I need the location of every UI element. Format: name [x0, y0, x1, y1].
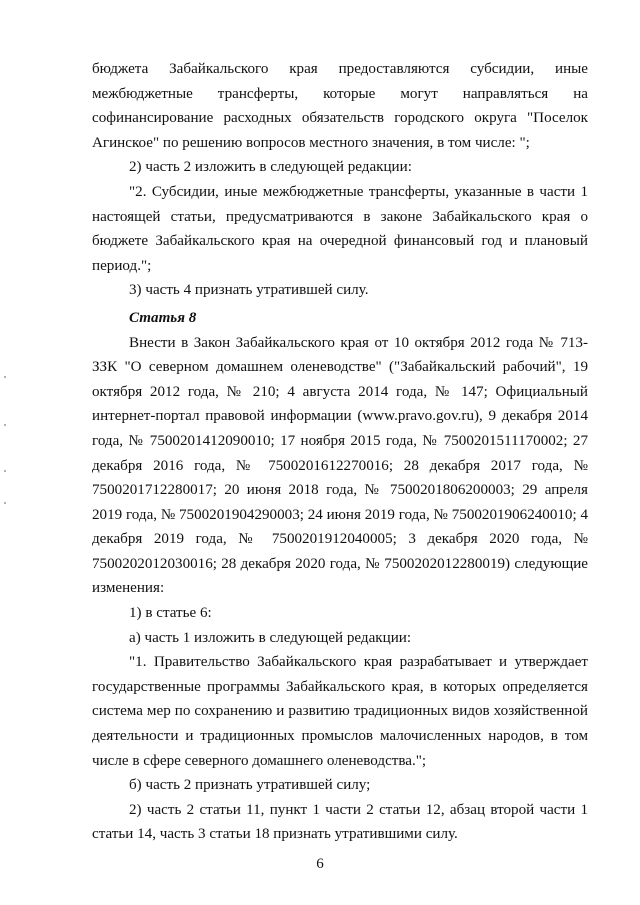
paragraph-article6: 1) в статье 6: — [129, 605, 212, 622]
paragraph-part1-amend: а) часть 1 изложить в следующей редакции: — [129, 629, 412, 646]
paragraph-part2-repeal: б) часть 2 признать утратившей силу; — [129, 777, 371, 794]
scan-margin-mark — [4, 502, 6, 504]
paragraph-articles-repeal: 2) часть 2 статьи 11, пункт 1 части 2 статьи 12, абзац второй части 1 статьи 14, часть 3 статьи 18 признать утратившими силу. — [92, 801, 588, 843]
paragraph-part2-amend: 2) часть 2 изложить в следующей редакции: — [129, 159, 412, 176]
paragraph-subsidies-text: "2. Субсидии, иные межбюджетные трансферты, указанные в части 1 настоящей статьи, предусматриваются в законе Забайкальского края о бюджете Забайкальского края на очередной финансовый год и плановый период."; — [92, 183, 588, 274]
document-page — [92, 57, 588, 847]
scan-margin-mark — [4, 470, 6, 472]
paragraph-part4-repeal: 3) часть 4 признать утратившей силу. — [129, 282, 369, 299]
page-number: 6 — [316, 856, 324, 872]
article-8-heading: Статья 8 — [129, 309, 197, 326]
paragraph-amend-law-713: Внести в Закон Забайкальского края от 10 октября 2012 года № 713-ЗЗК "О северном домашнем оленеводстве" ("Забайкальский рабочий", 19 октября 2012 года, № 210; 4 августа 2014 года, № 147; Официальный интернет-портал правовой информации (www.pravo.gov.ru), 9 декабря 2014 года, № 7500201412090010; 17 ноября 2015 года, № 7500201511170002; 27 декабря 2016 года, № 7500201612270016; 28 декабря 2017 года, № 7500201712280017; 20 июня 2018 года, № 7500201806200003; 29 апреля 2019 года, № 7500201904290003; 24 июня 2019 года, № 7500201906240010; 4 декабря 2019 года, № 7500201912040005; 3 декабря 2020 года, № 7500202012030016; 28 декабря 2020 года, № 7500202012280019) следующие изменения: — [92, 334, 588, 597]
paragraph-budget-subsidies-continuation: бюджета Забайкальского края предоставляются субсидии, иные межбюджетные трансферты, которые могут направляться на софинансирование расходных обязательств городского округа "Поселок Агинское" по решению вопросов местного значения, в том числе: "; — [92, 61, 588, 151]
paragraph-government-programs: "1. Правительство Забайкальского края разрабатывает и утверждает государственные программы Забайкальского края, в которых определяется система мер по сохранению и развитию традиционных видов хозяйственной деятельности и традиционных промыслов малочисленных народов, в том числе в сфере северного домашнего оленеводства."; — [92, 654, 588, 769]
scan-margin-mark — [4, 424, 6, 426]
scan-margin-mark — [4, 376, 6, 378]
